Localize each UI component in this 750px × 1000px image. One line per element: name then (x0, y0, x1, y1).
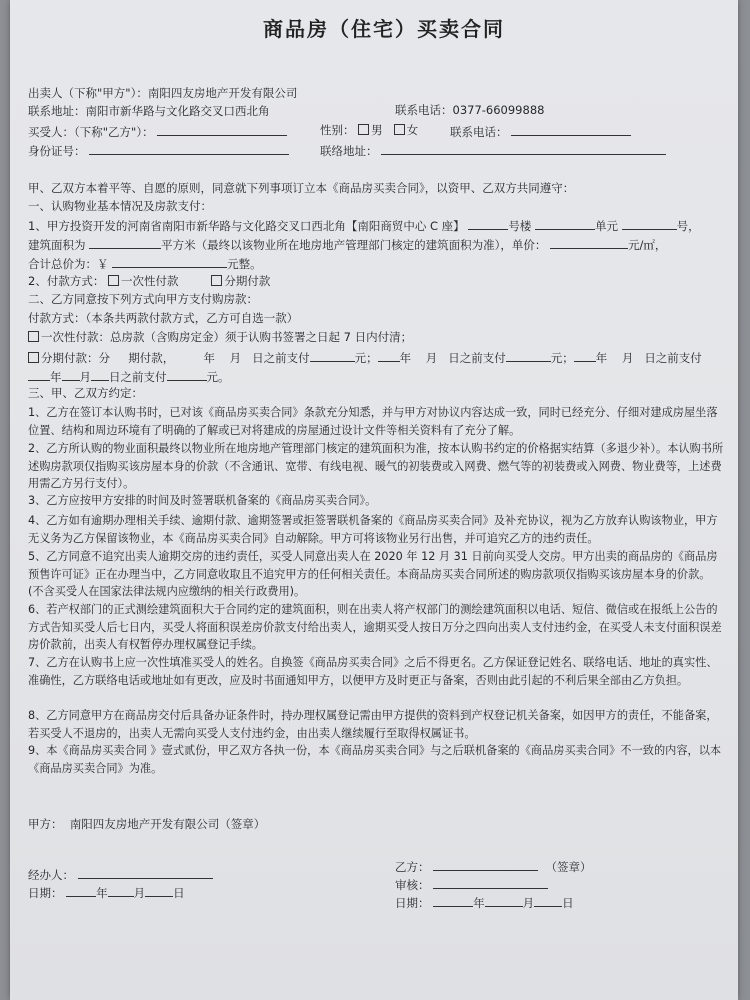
buyer-phone-line (450, 123, 631, 140)
date-a-year-field[interactable] (66, 884, 96, 897)
item-1-line-3 (28, 255, 262, 272)
install-day-field-4[interactable] (91, 368, 109, 381)
item-1-location: 1、甲方投资开发的河南省南阳市新华路与文化路交叉口西北角【南阳商贸中心 C 座】 (28, 219, 465, 233)
date-a-day-field[interactable] (145, 884, 173, 897)
lump-sum-label: 一次性付款 (120, 274, 179, 288)
install-year-1: 年 (203, 351, 216, 365)
section-2-heading: 二、乙方同意按下列方式向甲方支付购房款： (28, 292, 258, 306)
install-year-field-4[interactable] (28, 368, 50, 381)
install-day-1: 日之前支付 (252, 351, 310, 365)
pay-once-checkbox[interactable] (28, 331, 39, 342)
id-line (28, 142, 289, 159)
clause-3: 3、乙方应按甲方安排的时间及时签署联机备案的《商品房买卖合同》。 (28, 494, 377, 507)
install-month-3: 月 (621, 351, 634, 365)
area-label: 建筑面积为 (28, 238, 86, 252)
building-field[interactable] (468, 217, 508, 230)
date-a-day: 日 (173, 886, 185, 900)
date-label-a: 日期： (28, 886, 63, 900)
phone-line (395, 103, 544, 118)
install-text-a: 分期付款：分 (41, 351, 110, 365)
buyer-address-label: 联络地址： (320, 144, 378, 158)
date-a-year: 年 (96, 886, 108, 900)
install-month-field-4[interactable] (62, 368, 80, 381)
address-line (28, 104, 270, 119)
gender-line (320, 123, 418, 138)
payment-label: 2、付款方式： (28, 274, 105, 288)
buyer-address-field[interactable] (381, 142, 666, 155)
review-label: 审核： (395, 878, 430, 892)
seller-label: 出卖人（下称"甲方"）： (28, 86, 148, 100)
install-amount-4[interactable] (167, 368, 207, 381)
handler-label: 经办人： (28, 868, 74, 882)
phone-label: 联系电话： (395, 103, 453, 117)
clause-2: 2、乙方所认购的物业面积最终以物业所在地房地产管理部门核定的建筑面积为准，按本认购书约定的价格据实结算（多退少补）。本认购书所述购房款项仅指购买该房屋本身的价款（不含通讯、宽带、有线电视、暖气的初装费或入网费、燃气等的初装费或入网费、物业费等，上述费用需乙方另行支付）。 (28, 442, 724, 490)
contract-page (10, 0, 738, 1000)
date-a-month-field[interactable] (108, 884, 134, 897)
female-label: 女 (406, 123, 419, 137)
buyer-phone-label: 联系电话： (450, 125, 508, 139)
install-text-b: 期付款， (128, 351, 175, 365)
party-a-line (28, 817, 265, 832)
address-value: 南阳市新华路与文化路交叉口西北角 (85, 104, 270, 118)
handler-field[interactable] (78, 866, 213, 879)
party-a-label: 甲方： (28, 817, 63, 831)
clause-1: 1、乙方在签订本认购书时，已对该《商品房买卖合同》条款充分知悉，并与甲方对协议内容达成一致，同时已经充分、仔细对建成房屋坐落位置、结构和周边环境有了明确的了解或已对将建成的房屋通过设计文件等相关资料有了充分了解。 (28, 406, 718, 437)
install-month-1: 月 (229, 351, 242, 365)
document-title: 商品房（住宅）买卖合同 (263, 17, 505, 41)
clause-4: 4、乙方如有逾期办理相关手续、逾期付款、逾期签署或拒签署联机备案的《商品房买卖合同》及补充协议，视为乙方放弃认购该物业，甲方无义务为乙方保留该物业，本《商品房买卖合同》自动解除。甲方可将该物业另行出售，并可追究乙方的违约责任。 (28, 514, 718, 545)
unit-price-field[interactable] (550, 236, 628, 249)
party-b-line (395, 858, 591, 875)
total-field[interactable] (112, 255, 227, 268)
item-1-line-1 (28, 217, 700, 234)
total-label: 合计总价为：￥ (28, 257, 109, 271)
pay-install-line (28, 349, 702, 366)
clause-6: 6、若产权部门的正式测绘建筑面积大于合同约定的建筑面积，则在出卖人将产权部门的测绘建筑面积以电话、短信、微信或在报纸上公告的方式告知买受人后七日内，买受人将面积误差房价款支付给出卖人，逾期买受人按日万分之四向出卖人支付违约金，在买受人未支付面积误差房价款前，出卖人有权暂停办理权属登记手续。 (28, 603, 722, 651)
date-b-year-field[interactable] (433, 894, 473, 907)
unit-label: 单元 (594, 219, 618, 233)
room-label: 号， (676, 219, 700, 233)
room-field[interactable] (622, 217, 677, 230)
install-yuan-4: 元。 (206, 370, 230, 384)
party-b-seal: （签章） (545, 860, 592, 874)
total-unit: 元整。 (227, 257, 262, 271)
install-year-field-2[interactable] (378, 349, 400, 362)
party-a-name: 南阳四友房地产开发有限公司（签章） (69, 817, 266, 831)
date-label-b: 日期： (395, 896, 430, 910)
review-line (395, 876, 548, 893)
id-label: 身份证号： (28, 144, 86, 158)
date-b-month: 月 (522, 896, 535, 910)
handler-line (28, 866, 213, 883)
install-amount-1[interactable] (310, 349, 355, 362)
phone-value: 0377-66099888 (452, 103, 545, 117)
install-month-4: 月 (79, 370, 91, 384)
install-year-field-3[interactable] (574, 349, 596, 362)
buyer-phone-field[interactable] (511, 123, 631, 136)
install-amount-2[interactable] (506, 349, 551, 362)
buyer-name-field[interactable] (157, 123, 287, 136)
buyer-address-line (320, 142, 666, 159)
date-b-year: 年 (473, 896, 485, 910)
clause-7: 7、乙方在认购书上应一次性填准买受人的姓名。自换签《商品房买卖合同》之后不得更名。乙方保证登记姓名、联络电话、地址的真实性、准确性，乙方联络电话或地址如有更改，应及时书面通知甲方，以便甲方及时更正与备案，否则由此引起的不利后果全部由乙方负担。 (28, 656, 718, 687)
item-1-line-2 (28, 236, 666, 253)
buyer-label: 买受人：（下称"乙方"）： (28, 125, 154, 139)
party-b-label: 乙方： (395, 860, 430, 874)
install-day-3: 日之前支付 (644, 351, 702, 365)
unit-price-unit: 元/㎡， (628, 238, 667, 252)
install-day-4: 日之前支付 (109, 370, 167, 384)
installment-checkbox[interactable] (211, 275, 222, 286)
clause-5: 5、乙方同意不追究出卖人逾期交房的违约责任，买受人同意出卖人在 2020 年 12 月 31 日前向买受人交房。甲方出卖的商品房的《商品房预售许可证》正在办理当中，乙方同意收取且不追究甲方的任何相关责任。本商品房买卖合同所述的购房款项仅指购买该房屋本身的价款。(不含买受人在国家法律法规内应缴纳的相关行政费用)。 (28, 550, 718, 598)
review-field[interactable] (433, 876, 548, 889)
preamble: 甲、乙双方本着平等、自愿的原则，同意就下列事项订立本《商品房买卖合同》，以资甲、乙双方共同遵守： (28, 181, 575, 195)
install-yuan-1: 元； (354, 351, 378, 365)
install-yuan-2: 元； (550, 351, 574, 365)
clause-9: 9、本《商品房买卖合同 》壹式贰份，甲乙双方各执一份，本《商品房买卖合同》与之后联机备案的《商品房买卖合同》不一致的内容，以本《商品房买卖合同》为准。 (28, 744, 722, 775)
date-b-day: 日 (562, 896, 574, 910)
install-year-3: 年 (595, 351, 608, 365)
seller-line (28, 86, 297, 101)
payment-methods: 付款方式：（本条共两款付款方式，乙方可自选一款） (28, 311, 299, 325)
buyer-line (28, 123, 287, 140)
area-field[interactable] (89, 236, 161, 249)
building-label: 号楼 (508, 219, 532, 233)
pay-install-checkbox[interactable] (28, 352, 39, 363)
install-year-4: 年 (50, 370, 62, 384)
date-b-day-field[interactable] (534, 894, 562, 907)
clause-8: 8、乙方同意甲方在商品房交付后具备办证条件时，持办理权属登记需由甲方提供的资料到产权登记机关备案，如因甲方的责任，不能备案，若买受人不退房的，出卖人无需向买受人支付违约金，由出卖人继续履行至取得权属证书。 (28, 709, 718, 740)
lump-sum-checkbox[interactable] (108, 275, 119, 286)
address-label: 联系地址： (28, 104, 86, 118)
area-unit: 平方米（最终以该物业所在地房地产管理部门核定的建筑面积为准），单价： (161, 238, 547, 252)
item-2-line (28, 274, 270, 289)
male-label: 男 (371, 123, 383, 137)
pay-once-line (28, 330, 412, 345)
install-month-2: 月 (425, 351, 438, 365)
pay-once-text: 一次性付款：总房款（含购房定金）须于认购书签署之日起 7 日内付清； (41, 330, 413, 344)
date-b-month-field[interactable] (485, 894, 523, 907)
seller-name: 南阳四友房地产开发有限公司 (147, 86, 298, 100)
male-checkbox[interactable] (358, 124, 369, 135)
party-b-date-line (395, 894, 574, 911)
section-3-heading: 三、甲、乙双方约定： (28, 386, 143, 400)
pay-install-line-2 (28, 368, 230, 385)
gender-label: 性别： (320, 123, 355, 137)
party-b-field[interactable] (433, 858, 538, 871)
section-1-heading: 一、认购物业基本情况及房款支付： (28, 199, 212, 213)
party-a-date-line (28, 884, 185, 901)
install-day-2: 日之前支付 (448, 351, 506, 365)
install-year-2: 年 (399, 351, 412, 365)
date-a-month: 月 (133, 886, 146, 900)
installment-label: 分期付款 (224, 274, 271, 288)
female-checkbox[interactable] (394, 124, 405, 135)
unit-field[interactable] (535, 217, 595, 230)
id-field[interactable] (89, 142, 289, 155)
